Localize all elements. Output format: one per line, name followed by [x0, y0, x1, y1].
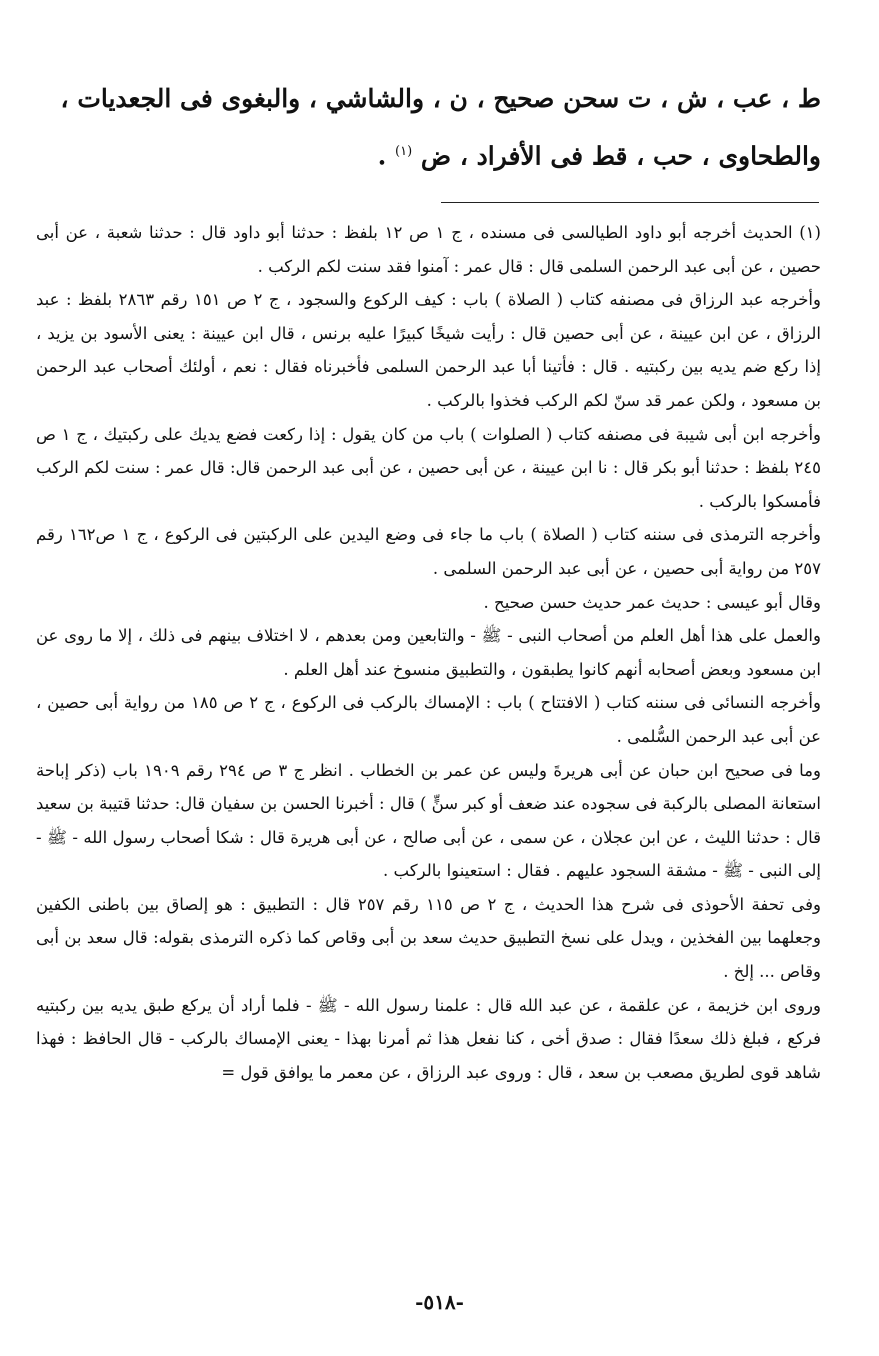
footnote-paragraph: وروى ابن خزيمة ، عن علقمة ، عن عبد الله قال : علمنا رسول الله - ﷺ - فلما أراد أن يركع طبق يديه بين ركبتيه فركع ، فبلغ ذلك سعدًا فقال : صدق أخى ، كنا نفعل هذا ثم أمرنا بهذا - يعنى الإمساك بالركب - قال الحافظ : فهذا شاهد قوى لطريق مصعب بن سعد ، قال : وروى عبد الرزاق ، عن معمر ما يوافق قول = [36, 995, 821, 1082]
footnote-paragraph: وفى تحفة الأحوذى فى شرح هذا الحديث ، ج ٢ ص ١١٥ رقم ٢٥٧ قال : التطبيق : هو إلصاق بين باطنى الكفين وجعلهما بين الفخذين ، ويدل على نسخ التطبيق حديث سعد بن أبى وقاص كما ذكره الترمذى بقوله: قال سعد بن أبى وقاص ... إلخ . [36, 894, 821, 982]
footnote-marker: (١) [799, 223, 821, 242]
main-text-line-2 [30, 125, 821, 182]
footnote-block [36, 216, 821, 1089]
footnote-paragraph [36, 216, 821, 283]
footnote-paragraph: وأخرجه النسائى فى سننه كتاب ( الافتتاح ) باب : الإمساك بالركب فى الركوع ، ج ٢ ص ١٨٥ من رواية أبى حصين ، عن أبى عبد الرحمن السُّلمى . [36, 693, 821, 746]
main-text [30, 72, 821, 182]
main-text-line-2-body: والطحاوى ، حب ، قط فى الأفراد ، ض [420, 141, 821, 171]
footnote-paragraph: والعمل على هذا أهل العلم من أصحاب النبى - ﷺ - والتابعين ومن بعدهم ، لا اختلاف بينهم فى ذلك ، إلا ما روى عن ابن مسعود وبعض أصحابه أنهم كانوا يطبقون ، والتطبيق منسوخ عند أهل العلم . [36, 626, 821, 679]
footnote-paragraph: وأخرجه ابن أبى شيبة فى مصنفه كتاب ( الصلوات ) باب من كان يقول : إذا ركعت فضع يديك على ركبتيك ، ج ١ ص ٢٤٥ بلفظ : حدثنا أبو بكر قال : نا ابن عيينة ، عن أبى حصين ، عن أبى عبد الرحمن قال: قال عمر : سنت لكم الركب فأمسكوا بالركب . [36, 424, 821, 511]
footnote-paragraph: وأخرجه عبد الرزاق فى مصنفه كتاب ( الصلاة ) باب : كيف الركوع والسجود ، ج ٢ ص ١٥١ رقم ٢٨٦٣ بلفظ : عبد الرزاق ، عن ابن عيينة ، عن أبى حصين قال : رأيت شيخًا كبيرًا عليه برنس ، قال ابن عيينة : يعنى الأسود بن يزيد ، إذا ركع ضم يديه بين ركبتيه . قال : فأتينا أبا عبد الرحمن السلمى فأخبرناه فقال : نعم ، أولئك أصحاب عبد الرحمن بن مسعود ، ولكن عمر قد سنّ لكم الركب فخذوا بالركب . [36, 290, 821, 410]
footnote-paragraph: وقال أبو عيسى : حديث عمر حديث حسن صحيح . [483, 592, 821, 612]
footnote-paragraph-text: الحديث أخرجه أبو داود الطيالسى فى مسنده ، ج ١ ص ١٢ بلفظ : حدثنا أبو داود قال : حدثنا شعبة ، عن أبى حصين ، عن أبى عبد الرحمن السلمى قال : قال عمر : آمنوا فقد سنت لكم الركب . [36, 223, 821, 276]
footnote-paragraph: وأخرجه الترمذى فى سننه كتاب ( الصلاة ) باب ما جاء فى وضع اليدين على الركبتين فى الركوع ، ج ١ ص١٦٢ رقم ٢٥٧ من رواية أبى حصين ، عن أبى عبد الرحمن السلمى . [36, 525, 821, 578]
page-number: -٥١٨- [415, 1290, 464, 1314]
main-text-line-2-end: . [377, 141, 396, 171]
footnote-separator [441, 202, 819, 203]
footnote-reference: (١) [395, 144, 413, 159]
main-text-line-1: ط ، عب ، ش ، ت سحن صحيح ، ن ، والشاشي ، والبغوى فى الجعديات ، [60, 84, 821, 113]
footnote-paragraph: وما فى صحيح ابن حبان عن أبى هريرةَ وليس عن عمر بن الخطاب . انظر ج ٣ ص ٢٩٤ رقم ١٩٠٩ باب (ذكر إباحة استعانة المصلى بالركبة فى سجوده عند ضعف أو كبر سنٍّ ) قال : أخبرنا الحسن بن سفيان قال: حدثنا قتيبة بن سعيد قال : حدثنا الليث ، عن ابن عجلان ، عن سمى ، عن أبى صالح ، عن أبى هريرة قال : شكا أصحاب رسول الله - ﷺ - إلى النبى - ﷺ - مشقة السجود عليهم . فقال : استعينوا بالركب . [36, 760, 821, 881]
